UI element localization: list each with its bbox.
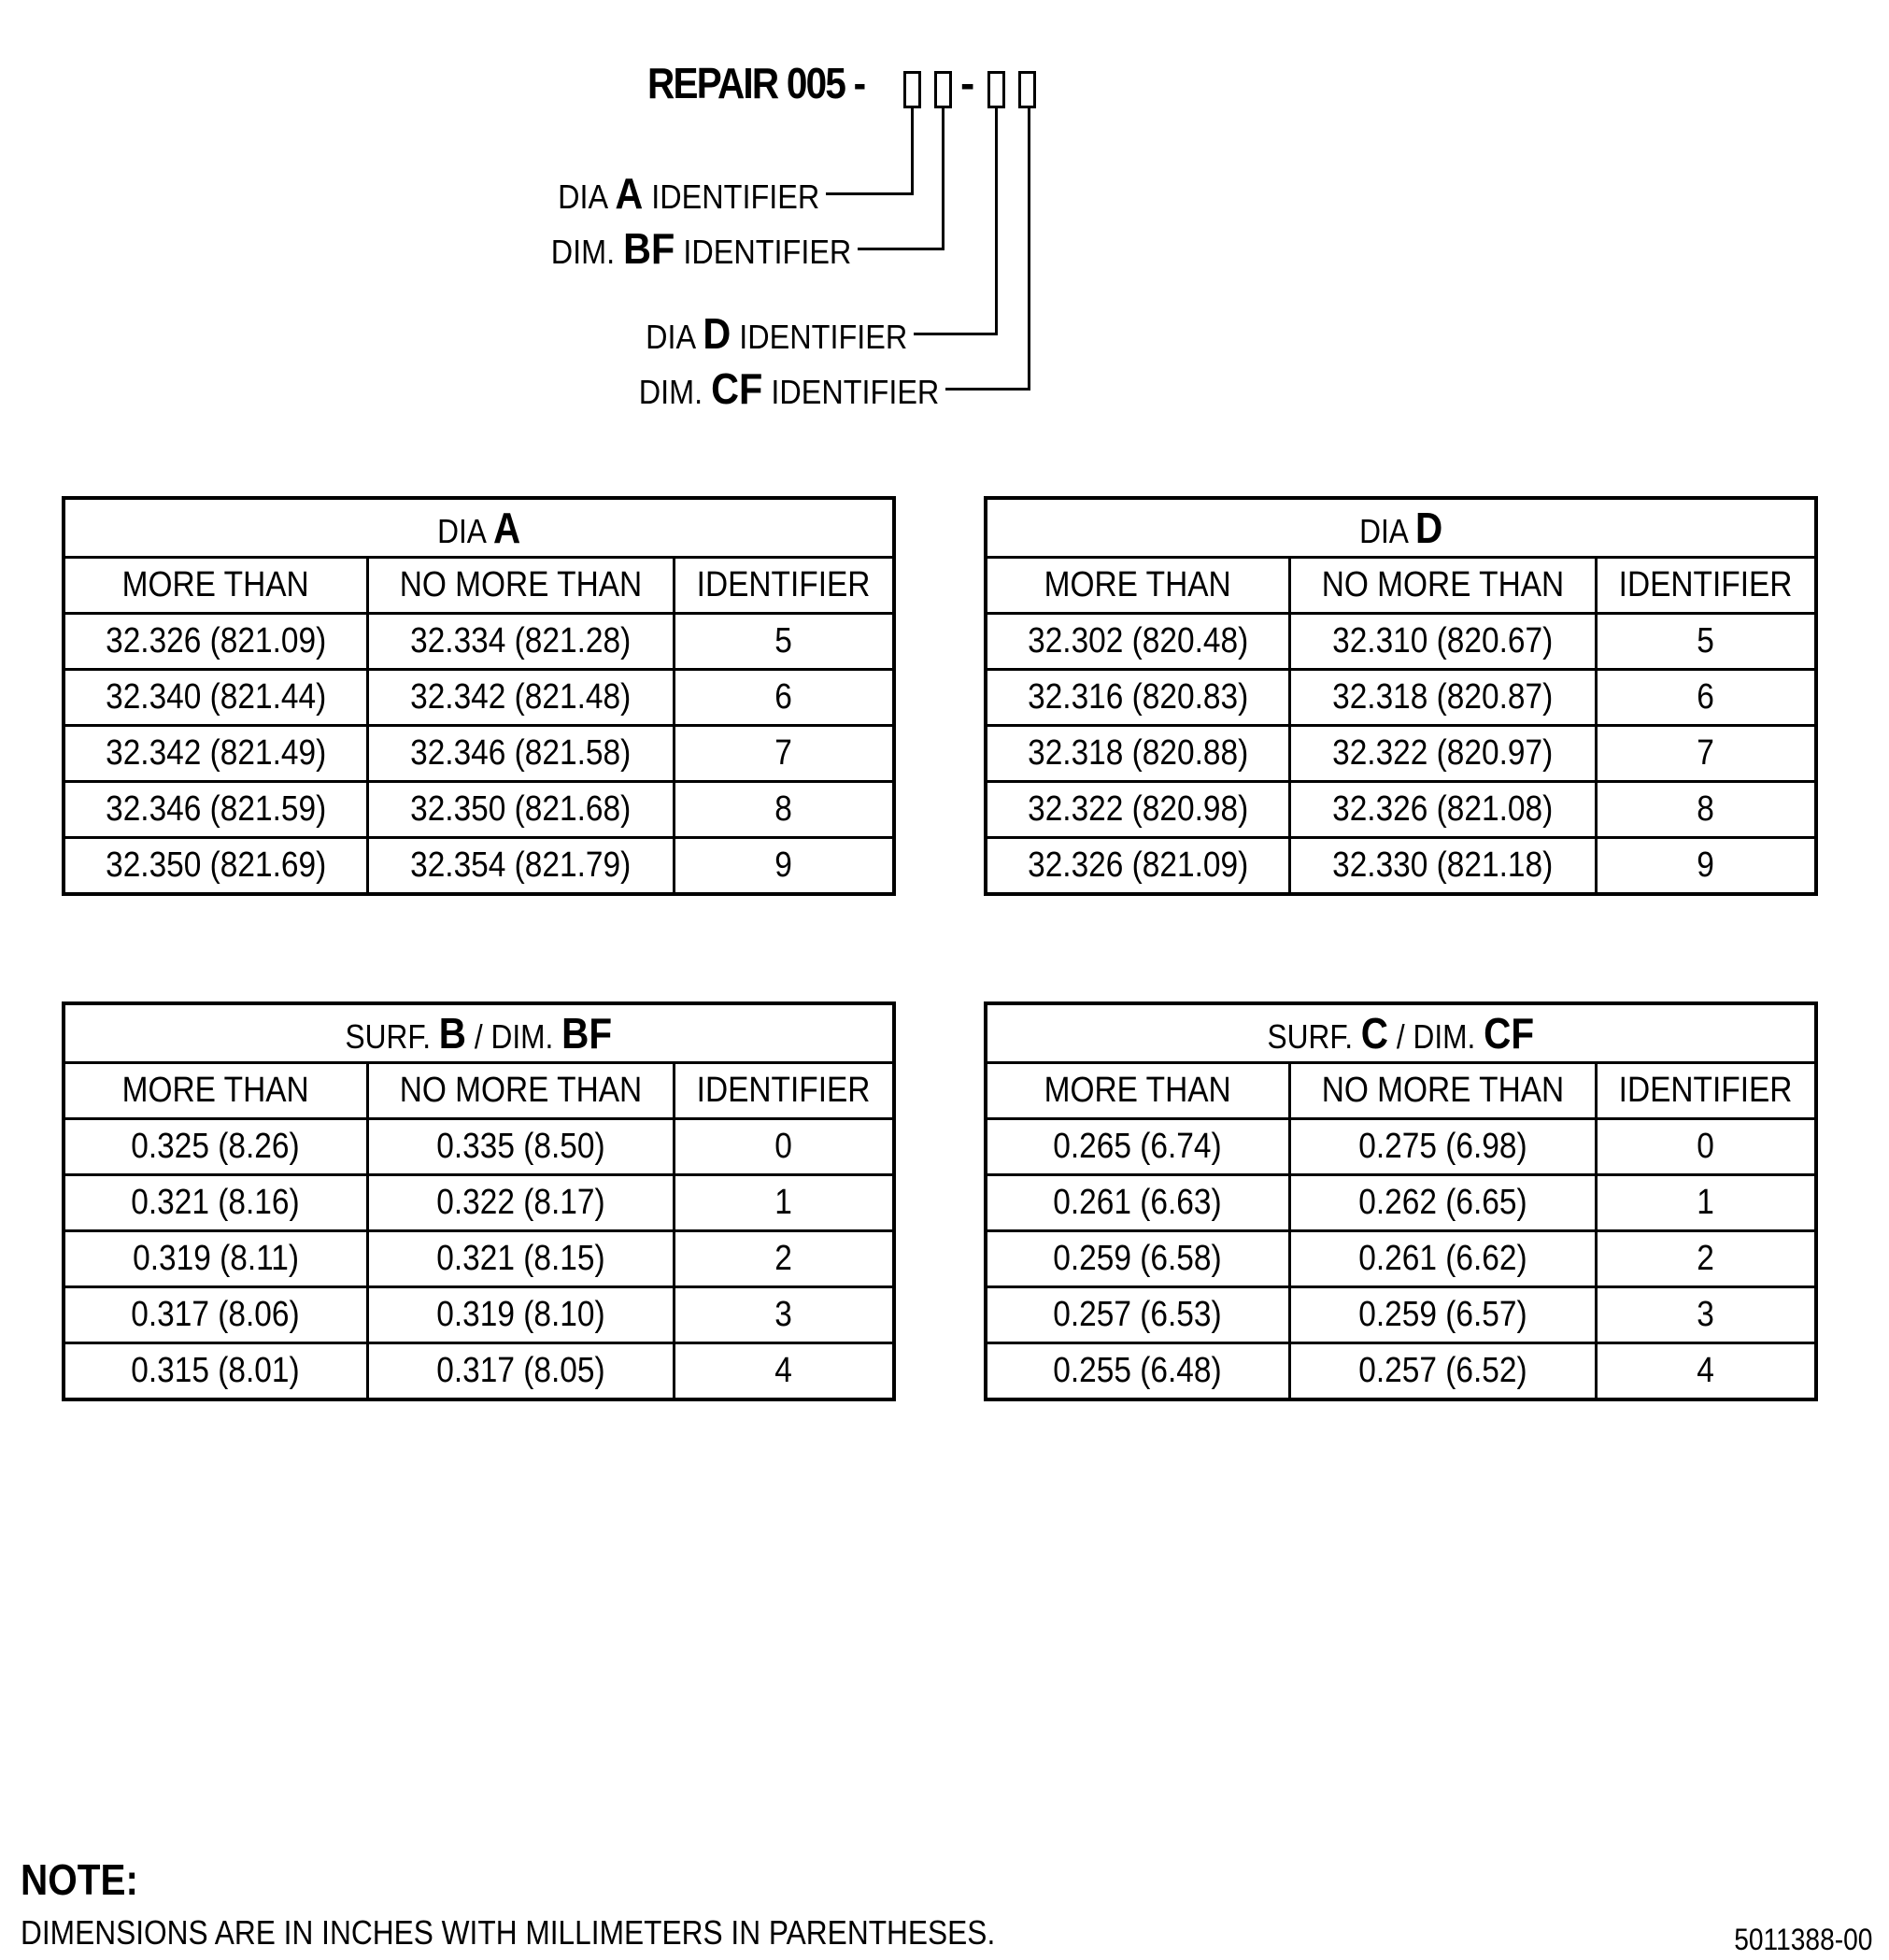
table-title: DIA A bbox=[64, 498, 894, 558]
leader-line-a-horizontal bbox=[826, 192, 914, 195]
column-header: NO MORE THAN bbox=[367, 558, 674, 614]
dim-bf-identifier-label: DIM. BF IDENTIFIER bbox=[550, 224, 851, 273]
table-row: 32.350 (821.69) 32.354 (821.79) 9 bbox=[64, 838, 894, 895]
table-row: 0.319 (8.11) 0.321 (8.15) 2 bbox=[64, 1231, 894, 1287]
leader-line-bf-horizontal bbox=[858, 248, 944, 250]
code-separator: - bbox=[960, 59, 975, 107]
table-row: 0.255 (6.48) 0.257 (6.52) 4 bbox=[986, 1343, 1816, 1400]
table-title: SURF. C / DIM. CF bbox=[986, 1003, 1816, 1063]
dia-a-table bbox=[62, 496, 896, 896]
repair-code-prefix: REPAIR 005 - bbox=[647, 59, 865, 107]
table-row: 32.340 (821.44) 32.342 (821.48) 6 bbox=[64, 670, 894, 726]
column-header: NO MORE THAN bbox=[367, 1063, 674, 1119]
table-row: 0.259 (6.58) 0.261 (6.62) 2 bbox=[986, 1231, 1816, 1287]
dia-d-table bbox=[984, 496, 1818, 896]
table-row: 32.322 (820.98) 32.326 (821.08) 8 bbox=[986, 782, 1816, 838]
code-box-cf bbox=[1018, 71, 1036, 108]
leader-line-bf-vertical bbox=[942, 108, 944, 250]
column-header: IDENTIFIER bbox=[674, 1063, 894, 1119]
table-title: SURF. B / DIM. BF bbox=[64, 1003, 894, 1063]
surf-b-dim-bf-table bbox=[62, 1001, 896, 1401]
table-row: 32.318 (820.88) 32.322 (820.97) 7 bbox=[986, 726, 1816, 782]
column-header: IDENTIFIER bbox=[1596, 1063, 1816, 1119]
column-header: MORE THAN bbox=[64, 558, 367, 614]
dia-a-identifier-label: DIA A IDENTIFIER bbox=[557, 169, 819, 218]
note-title: NOTE: bbox=[21, 1855, 138, 1904]
column-header: MORE THAN bbox=[986, 1063, 1289, 1119]
dia-d-identifier-label: DIA D IDENTIFIER bbox=[645, 309, 907, 358]
table-row: 32.342 (821.49) 32.346 (821.58) 7 bbox=[64, 726, 894, 782]
leader-line-a-vertical bbox=[911, 108, 914, 195]
dim-cf-identifier-label: DIM. CF IDENTIFIER bbox=[638, 364, 939, 413]
code-box-d bbox=[987, 71, 1005, 108]
table-row: 32.346 (821.59) 32.350 (821.68) 8 bbox=[64, 782, 894, 838]
table-title: DIA D bbox=[986, 498, 1816, 558]
table-row: 0.317 (8.06) 0.319 (8.10) 3 bbox=[64, 1287, 894, 1343]
code-box-bf bbox=[934, 71, 952, 108]
column-header: NO MORE THAN bbox=[1289, 558, 1596, 614]
table-row: 0.261 (6.63) 0.262 (6.65) 1 bbox=[986, 1175, 1816, 1231]
table-row: 32.326 (821.09) 32.330 (821.18) 9 bbox=[986, 838, 1816, 895]
note-text: DIMENSIONS ARE IN INCHES WITH MILLIMETERS IN PARENTHESES. bbox=[21, 1913, 996, 1952]
table-row: 32.316 (820.83) 32.318 (820.87) 6 bbox=[986, 670, 1816, 726]
figure-id: 5011388-00 bbox=[1733, 1923, 1872, 1956]
leader-line-d-horizontal bbox=[914, 333, 998, 335]
table-row: 32.302 (820.48) 32.310 (820.67) 5 bbox=[986, 614, 1816, 670]
code-box-a bbox=[903, 71, 921, 108]
table-row: 0.315 (8.01) 0.317 (8.05) 4 bbox=[64, 1343, 894, 1400]
leader-line-cf-horizontal bbox=[945, 388, 1030, 391]
table-row: 32.326 (821.09) 32.334 (821.28) 5 bbox=[64, 614, 894, 670]
table-row: 0.257 (6.53) 0.259 (6.57) 3 bbox=[986, 1287, 1816, 1343]
table-row: 0.325 (8.26) 0.335 (8.50) 0 bbox=[64, 1119, 894, 1175]
surf-c-dim-cf-table bbox=[984, 1001, 1818, 1401]
table-row: 0.265 (6.74) 0.275 (6.98) 0 bbox=[986, 1119, 1816, 1175]
column-header: MORE THAN bbox=[986, 558, 1289, 614]
leader-line-d-vertical bbox=[995, 108, 998, 335]
column-header: NO MORE THAN bbox=[1289, 1063, 1596, 1119]
column-header: IDENTIFIER bbox=[1596, 558, 1816, 614]
column-header: MORE THAN bbox=[64, 1063, 367, 1119]
table-row: 0.321 (8.16) 0.322 (8.17) 1 bbox=[64, 1175, 894, 1231]
column-header: IDENTIFIER bbox=[674, 558, 894, 614]
leader-line-cf-vertical bbox=[1028, 108, 1030, 391]
